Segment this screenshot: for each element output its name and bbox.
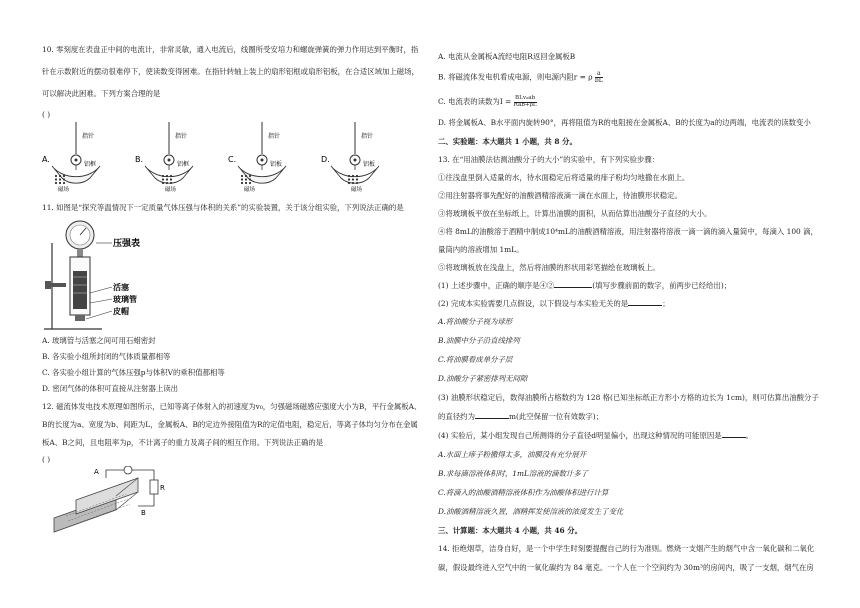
answer-blank-2[interactable] — [628, 299, 662, 306]
section-2-heading: 二、实验题：本大题共 1 小题，共 8 分。 — [438, 137, 577, 146]
needle-label: 指针 — [361, 133, 374, 140]
q10-line1: 10. 零刻度在表盘正中间的电流计，非常灵敏，通入电流后，线圈所受安培力和螺旋弹簧的弹力作用达到平衡时，指 — [42, 45, 419, 54]
q13-step-4: ④将 8mL的油酸溶于酒精中制成10⁴mL的油酸酒精溶液，用注射器将溶液一滴一滴的滴入量筒中，每滴入 100 滴， — [438, 227, 818, 236]
q10-figures — [42, 120, 437, 195]
q10-option-c — [228, 122, 286, 193]
q12-b-text: B. 将磁流体发电机看成电源，则电源内阻r = ρ — [438, 72, 593, 82]
q12-option-b — [438, 71, 603, 84]
q13-sub2-text: (2) 完成本实验需要几点假设，以下假设与本实验无关的是 — [438, 299, 629, 308]
q12-option-c — [438, 96, 537, 108]
q11-apparatus-figure — [42, 213, 162, 333]
q12-option-d: D. 将金属板A、B水平面内旋转90°，再将阻值为R的电阻接在金属板A、B的长度为a的边两端，电流表的读数变小 — [438, 118, 811, 127]
label-cap: 皮帽 — [113, 307, 129, 316]
mhd-label-a: A — [94, 468, 99, 476]
q11-option-d: D. 密闭气体的体积可直接从注射器上读出 — [42, 384, 179, 393]
q13-sub1 — [438, 281, 731, 290]
plate-label: 铝框 — [84, 161, 97, 168]
q13-opt-c: C.将油膜看成单分子层 — [438, 355, 513, 364]
q13-sub3-line2 — [438, 412, 603, 421]
label-tube: 玻璃管 — [113, 295, 137, 304]
q13-sub1-hint: (填写步骤前面的数字，前两步已经给出)； — [592, 281, 732, 290]
q13-step-3: ③将玻璃板平放在坐标纸上，计算出油膜的面积，从而估算出油酸分子直径的大小。 — [438, 209, 712, 218]
mhd-label-b: B — [141, 509, 146, 517]
magnet-label: 磁场 — [244, 187, 256, 193]
needle-label: 指针 — [175, 133, 188, 140]
q11-line1: 11. 如图是“探究等温情况下一定质量气体压强与体积的关系”的实验装置，关于该分组实验，下列说法正确的是 — [42, 203, 404, 212]
fraction-b — [595, 71, 603, 84]
fraction-c-num: BLv₀ab — [515, 95, 536, 101]
plate-label: 铝板 — [270, 161, 283, 168]
q12-line2: B的长度为a、宽度为b、间距为L，金属板A、B的定边外接阻值为R的定值电阻，稳定后，等离子体均匀分布在金属 — [42, 420, 418, 429]
fraction-b-num: a — [595, 71, 603, 78]
mhd-label-r: R — [160, 484, 165, 492]
q13-sub2-end: ； — [662, 299, 670, 308]
q14-line1: 14. 拒绝烟草，洁身自好，是一个中学生时刻要提醒自己的行为准则。燃烧一支烟产生的烟气中含一氧化碳和二氧化 — [438, 544, 815, 553]
q14-line2: 碳，假设最终进入空气中的一氧化碳约为 84 毫克。一个人在一个空间约为 30m³的房间内，吸了一支烟，烟气在房 — [438, 563, 814, 572]
q13-step-5: ⑤将玻璃板放在浅盘上，然后将油膜的形状用彩笔描绘在玻璃板上。 — [438, 263, 660, 272]
plate-label: 铝板 — [363, 161, 376, 168]
q12-line1: 12. 磁流体发电技术原理如图所示，已知等离子体射入的初速度为v₀，匀强磁场磁感应强度大小为B，平行金属板A、 — [42, 402, 422, 411]
q10-paren: ( ) — [42, 110, 51, 119]
q12-c-text: C. 电流表的读数为I = — [438, 97, 512, 107]
q13-step-4b: 量筒内的溶液增加 1mL。 — [438, 245, 524, 254]
q12-paren: ( ) — [42, 455, 51, 464]
q12-mhd-figure — [46, 466, 176, 536]
option-letter: B. — [135, 155, 144, 164]
fraction-c — [514, 96, 537, 108]
answer-blank-4[interactable] — [722, 431, 746, 438]
label-gauge: 压强表 — [113, 239, 141, 249]
q13-step-2: ②用注射器将事先配好的油酸酒精溶液滴一滴在水面上，待油膜形状稳定。 — [438, 191, 682, 200]
q13-opt-a: A.将油酸分子视为球形 — [438, 317, 513, 326]
option-letter: C. — [228, 155, 237, 164]
q13-sub4-end: 。 — [745, 431, 754, 440]
magnet-label: 磁场 — [165, 187, 177, 193]
q13-sub2 — [438, 299, 670, 308]
option-letter: A. — [42, 155, 50, 164]
fraction-c-den: Rab+ρL — [513, 101, 537, 108]
q13-opt-d: D.油酸分子紧密排列无间隙 — [438, 374, 528, 383]
q11-option-a: A. 玻璃管与活塞之间可用石蜡密封 — [42, 336, 156, 345]
section-3-heading: 三、计算题：本大题共 4 小题，共 46 分。 — [438, 526, 582, 535]
q13-sub3-hint: m(此空保留一位有效数字)； — [508, 412, 604, 421]
q13-sub4-opt-d: D.油酸酒精溶液久置，酒精挥发使溶液的浓度发生了变化 — [438, 507, 624, 516]
answer-blank-1[interactable] — [554, 281, 592, 288]
q12-line3: 板A、B之间，且电阻率为ρ，不计离子的重力及离子间的相互作用。下列说法正确的是 — [42, 438, 324, 447]
q13-step-1: ①往浅盘里倒入适量的水，待水面稳定后将适量的痱子粉均匀地撒在水面上。 — [438, 173, 690, 182]
label-piston: 活塞 — [113, 283, 129, 292]
option-letter: D. — [321, 155, 330, 164]
q13-sub4 — [438, 431, 753, 440]
q13-sub4-opt-a: A.水面上痱子粉撒得太多，油膜没有充分展开 — [438, 450, 587, 459]
fraction-b-den: bL — [594, 77, 603, 84]
answer-blank-3[interactable] — [475, 412, 509, 419]
q10-option-d — [321, 122, 379, 193]
q13-sub3-text: 的直径约为 — [438, 412, 475, 421]
q10-line3: 可以解决此困难。下列方案合理的是 — [42, 89, 161, 98]
q10-option-a — [42, 122, 100, 193]
magnet-label: 磁场 — [351, 187, 363, 193]
q11-option-c: C. 各实验小组计算的气体压强p与体积V的乘积值都相等 — [42, 368, 225, 377]
q13-intro: 13. 在“用油膜法估测油酸分子的大小”的实验中，有下列实验步骤： — [438, 155, 660, 164]
q13-sub1-text: (1) 上述步骤中，正确的顺序是④② — [438, 281, 555, 290]
q11-option-b: B. 各实验小组所封闭的气体质量都相等 — [42, 352, 171, 361]
q13-opt-b: B.油膜中分子沿直线排列 — [438, 336, 520, 345]
q13-sub4-opt-b: B.求每滴溶液体积时，1mL溶液的滴数计多了 — [438, 469, 589, 478]
magnet-label: 磁场 — [58, 187, 70, 193]
q13-sub3-line1: (3) 油膜形状稳定后，数得油膜所占格数约为 128 格(已知坐标纸正方形小方格的边长为 1cm)，则可估算出油酸分子 — [438, 393, 819, 402]
q13-sub4-text: (4) 实验后，某小组发现自己所测得的分子直径d明显偏小，出现这种情况的可能原因是 — [438, 431, 722, 440]
needle-label: 指针 — [82, 133, 95, 140]
q12-option-a: A. 电流从金属板A流经电阻R返回金属板B — [438, 52, 576, 61]
needle-label: 指针 — [268, 133, 281, 140]
plate-label: 铝框 — [177, 161, 190, 168]
q13-sub4-opt-c: C.将滴入的油酸酒精溶液体积作为油酸体积进行计算 — [438, 488, 609, 497]
q10-option-b — [135, 122, 193, 193]
q10-line2: 针在示数附近的摆动很难停下，使读数变得困难。在指针转轴上装上的扇形铝框或扇形铝板，在合适区域加上磁场， — [42, 67, 419, 76]
